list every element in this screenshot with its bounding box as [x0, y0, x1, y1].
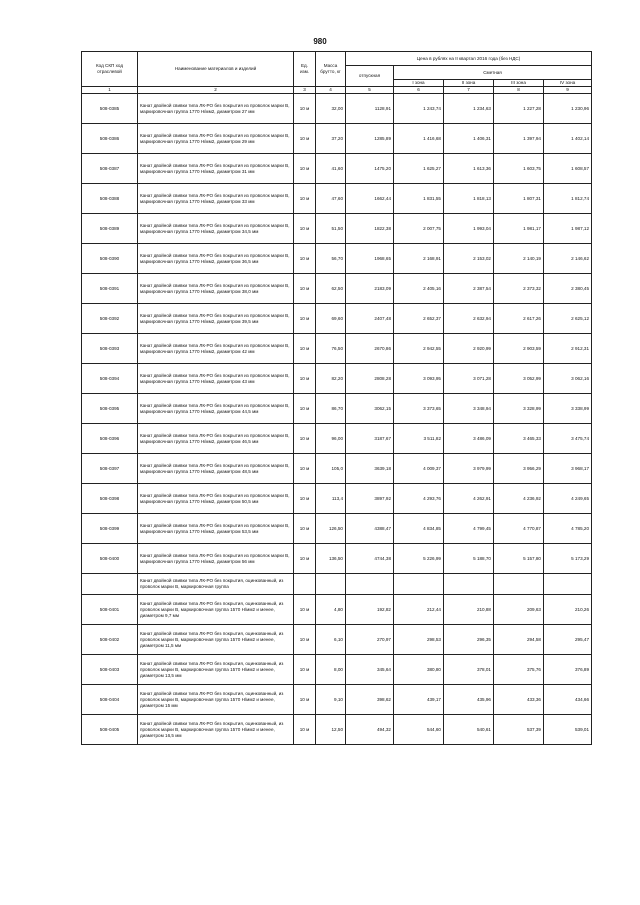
cell-unit: 10 м [294, 595, 316, 625]
table-row [82, 334, 592, 364]
cell-zone-4-price: 376,89 [544, 655, 592, 685]
cell-zone-3-price: 375,76 [494, 655, 544, 685]
cell-zone-2-price: 296,35 [444, 625, 494, 655]
cell-zone-4-price: 3 338,99 [544, 394, 592, 424]
cell-unit: 10 м [294, 274, 316, 304]
cell-zone-3-price: 2 373,32 [494, 274, 544, 304]
cell-zone-4-price: 4 249,65 [544, 484, 592, 514]
cell-code: 508-0395 [82, 394, 138, 424]
cell-mass: 86,70 [316, 394, 346, 424]
header-zone-3: III зона [494, 80, 544, 87]
cell-release-price: 3187,67 [346, 424, 394, 454]
table-row [82, 715, 592, 745]
cell-mass: 62,50 [316, 274, 346, 304]
header-price-group: Цена в рублях на II квартал 2016 года (без НДС) [346, 52, 592, 66]
cell-zone-4-price: 539,01 [544, 715, 592, 745]
cell-mass: 56,70 [316, 244, 346, 274]
cell-zone-2-price: 1 993,04 [444, 214, 494, 244]
cell-release-price: 494,32 [346, 715, 394, 745]
col-number: 6 [394, 87, 444, 94]
cell-zone-4-price: 1 608,57 [544, 154, 592, 184]
cell-release-price: 1475,20 [346, 154, 394, 184]
table-row [82, 625, 592, 655]
cell-zone-4-price: 2 625,12 [544, 304, 592, 334]
cell-release-price [346, 574, 394, 595]
cell-name: Канат двойной свивки типа ЛК-РО без покрытия из проволок марки В, маркировочная группа 1770 Н/мм2, диаметром 31 мм [138, 154, 294, 184]
cell-zone-2-price: 1 818,13 [444, 184, 494, 214]
cell-zone-2-price: 378,01 [444, 655, 494, 685]
price-table [81, 51, 592, 745]
cell-release-price: 2407,48 [346, 304, 394, 334]
cell-zone-4-price: 2 380,45 [544, 274, 592, 304]
cell-zone-4-price: 3 475,74 [544, 424, 592, 454]
cell-name: Канат двойной свивки типа ЛК-РО без покрытия из проволок марки В, маркировочная группа 1770 Н/мм2, диаметром 38,0 мм [138, 274, 294, 304]
cell-name: Канат двойной свивки типа ЛК-РО без покрытия из проволок марки В, маркировочная группа 1770 Н/мм2, диаметром 44,5 мм [138, 394, 294, 424]
col-number: 8 [494, 87, 544, 94]
cell-zone-2-price: 3 979,99 [444, 454, 494, 484]
cell-zone-1-price: 544,60 [394, 715, 444, 745]
cell-zone-4-price: 2 146,62 [544, 244, 592, 274]
cell-zone-1-price: 2 007,75 [394, 214, 444, 244]
cell-code: 508-0385 [82, 94, 138, 124]
table-row [82, 244, 592, 274]
cell-release-price: 3639,18 [346, 454, 394, 484]
table-body [82, 94, 592, 745]
table-row [82, 394, 592, 424]
cell-zone-3-price: 3 328,99 [494, 394, 544, 424]
cell-unit: 10 м [294, 154, 316, 184]
col-number: 3 [294, 87, 316, 94]
cell-unit: 10 м [294, 544, 316, 574]
cell-name: Канат двойной свивки типа ЛК-РО без покрытия из проволок марки В, маркировочная группа 1770 Н/мм2, диаметром 46,5 мм [138, 424, 294, 454]
cell-release-price: 3897,92 [346, 484, 394, 514]
col-number: 4 [316, 87, 346, 94]
cell-zone-1-price: 3 373,65 [394, 394, 444, 424]
cell-zone-1-price: 4 834,85 [394, 514, 444, 544]
cell-zone-2-price: 2 920,99 [444, 334, 494, 364]
cell-zone-1-price [394, 574, 444, 595]
table-row [82, 424, 592, 454]
cell-zone-1-price: 298,53 [394, 625, 444, 655]
cell-release-price: 2808,28 [346, 364, 394, 394]
table-row [82, 184, 592, 214]
cell-unit: 10 м [294, 334, 316, 364]
cell-zone-1-price: 2 405,16 [394, 274, 444, 304]
cell-mass: 32,00 [316, 94, 346, 124]
cell-zone-1-price: 439,17 [394, 685, 444, 715]
cell-zone-3-price: 2 140,19 [494, 244, 544, 274]
cell-zone-1-price: 380,80 [394, 655, 444, 685]
cell-zone-3-price: 5 157,80 [494, 544, 544, 574]
cell-mass: 105,0 [316, 454, 346, 484]
cell-release-price: 1285,89 [346, 124, 394, 154]
table-row [82, 484, 592, 514]
cell-unit: 10 м [294, 625, 316, 655]
cell-name: Канат двойной свивки типа ЛК-РО без покрытия из проволок марки В, маркировочная группа 1770 Н/мм2, диаметром 43 мм [138, 364, 294, 394]
cell-name: Канат двойной свивки типа ЛК-РО без покрытия, оцинкованный, из проволок марки В, маркировочная группа [138, 574, 294, 595]
table-row [82, 544, 592, 574]
cell-unit: 10 м [294, 424, 316, 454]
cell-unit: 10 м [294, 715, 316, 745]
header-name: Наименование материалов и изделий [138, 52, 294, 87]
cell-zone-2-price: 1 234,63 [444, 94, 494, 124]
cell-zone-1-price: 1 625,27 [394, 154, 444, 184]
cell-mass: 47,60 [316, 184, 346, 214]
cell-code: 508-0393 [82, 334, 138, 364]
cell-code: 508-0387 [82, 154, 138, 184]
cell-zone-4-price: 1 230,96 [544, 94, 592, 124]
cell-zone-2-price: 1 406,31 [444, 124, 494, 154]
cell-code: 508-0399 [82, 514, 138, 544]
cell-name: Канат двойной свивки типа ЛК-РО без покрытия из проволок марки В, маркировочная группа 1770 Н/мм2, диаметром 50,5 мм [138, 484, 294, 514]
cell-unit: 10 м [294, 214, 316, 244]
cell-zone-1-price: 3 511,82 [394, 424, 444, 454]
cell-zone-2-price: 1 613,36 [444, 154, 494, 184]
cell-name: Канат двойной свивки типа ЛК-РО без покрытия из проволок марки В, маркировочная группа 1770 Н/мм2, диаметром 34,5 мм [138, 214, 294, 244]
cell-code: 508-0401 [82, 595, 138, 625]
cell-name: Канат двойной свивки типа ЛК-РО без покрытия, оцинкованный, из проволок марки В, маркировочная группа 1570 Н/мм2 и менее, диаметром 13,5 мм [138, 655, 294, 685]
cell-unit: 10 м [294, 364, 316, 394]
cell-zone-4-price: 5 173,29 [544, 544, 592, 574]
cell-code: 508-0392 [82, 304, 138, 334]
cell-unit: 10 м [294, 454, 316, 484]
cell-zone-3-price: 3 956,29 [494, 454, 544, 484]
table-row [82, 595, 592, 625]
table-row [82, 364, 592, 394]
cell-name: Канат двойной свивки типа ЛК-РО без покрытия из проволок марки В, маркировочная группа 1770 Н/мм2, диаметром 36,5 мм [138, 244, 294, 274]
cell-name: Канат двойной свивки типа ЛК-РО без покрытия из проволок марки В, маркировочная группа 1770 Н/мм2, диаметром 29 мм [138, 124, 294, 154]
cell-zone-3-price: 3 465,33 [494, 424, 544, 454]
cell-unit: 10 м [294, 514, 316, 544]
cell-mass: 41,60 [316, 154, 346, 184]
cell-release-price: 1128,91 [346, 94, 394, 124]
cell-release-price: 1662,44 [346, 184, 394, 214]
cell-mass: 4,80 [316, 595, 346, 625]
cell-unit: 10 м [294, 124, 316, 154]
cell-mass: 6,10 [316, 625, 346, 655]
cell-mass: 8,00 [316, 655, 346, 685]
cell-zone-3-price: 2 617,26 [494, 304, 544, 334]
cell-name: Канат двойной свивки типа ЛК-РО без покрытия, оцинкованный, из проволок марки В, маркировочная группа 1570 Н/мм2 и менее, диаметром 11,5 мм [138, 625, 294, 655]
header-code: Код СКП ход отраслевой [82, 52, 138, 87]
header-unit: Ед. изм. [294, 52, 316, 87]
cell-zone-4-price: 210,26 [544, 595, 592, 625]
cell-release-price: 2183,09 [346, 274, 394, 304]
cell-zone-2-price: 210,88 [444, 595, 494, 625]
cell-zone-1-price: 2 652,37 [394, 304, 444, 334]
cell-zone-3-price: 1 807,31 [494, 184, 544, 214]
cell-mass: 69,60 [316, 304, 346, 334]
cell-code: 508-0389 [82, 214, 138, 244]
cell-zone-1-price: 212,44 [394, 595, 444, 625]
cell-code: 508-0397 [82, 454, 138, 484]
cell-zone-4-price: 1 987,12 [544, 214, 592, 244]
cell-unit: 10 м [294, 94, 316, 124]
cell-zone-3-price: 1 981,17 [494, 214, 544, 244]
cell-code: 508-0388 [82, 184, 138, 214]
cell-name: Канат двойной свивки типа ЛК-РО без покрытия, оцинкованный, из проволок марки В, маркировочная группа 1570 Н/мм2 и менее, диаметром 16,5 мм [138, 715, 294, 745]
table-row [82, 154, 592, 184]
cell-zone-4-price: 3 062,16 [544, 364, 592, 394]
cell-zone-4-price: 4 785,20 [544, 514, 592, 544]
cell-release-price: 398,62 [346, 685, 394, 715]
cell-name: Канат двойной свивки типа ЛК-РО без покрытия из проволок марки В, маркировочная группа 1770 Н/мм2, диаметром 53,5 мм [138, 514, 294, 544]
cell-zone-1-price: 5 226,99 [394, 544, 444, 574]
col-number: 2 [138, 87, 294, 94]
cell-release-price: 270,97 [346, 625, 394, 655]
cell-code: 508-0394 [82, 364, 138, 394]
cell-code: 508-0405 [82, 715, 138, 745]
table-row [82, 655, 592, 685]
cell-name: Канат двойной свивки типа ЛК-РО без покрытия, оцинкованный, из проволок марки В, маркировочная группа 1570 Н/мм2 и менее, диаметром 15 мм [138, 685, 294, 715]
cell-zone-2-price: 4 262,91 [444, 484, 494, 514]
table-row [82, 304, 592, 334]
cell-zone-1-price: 1 416,68 [394, 124, 444, 154]
table-row [82, 514, 592, 544]
page-number: 980 [313, 37, 327, 46]
cell-zone-4-price: 434,66 [544, 685, 592, 715]
cell-zone-3-price: 1 227,28 [494, 94, 544, 124]
cell-zone-4-price [544, 574, 592, 595]
cell-code: 508-0398 [82, 484, 138, 514]
table-row [82, 214, 592, 244]
col-number: 9 [544, 87, 592, 94]
cell-code: 508-0402 [82, 625, 138, 655]
cell-unit: 10 м [294, 655, 316, 685]
table-row [82, 274, 592, 304]
header-estimate: Сметная [394, 66, 592, 80]
table-row [82, 124, 592, 154]
header-zone-4: IV зона [544, 80, 592, 87]
cell-zone-2-price: 3 348,94 [444, 394, 494, 424]
cell-zone-2-price: 3 486,09 [444, 424, 494, 454]
header-mass: Масса брутто, кг [316, 52, 346, 87]
cell-zone-1-price: 3 093,95 [394, 364, 444, 394]
cell-release-price: 4388,47 [346, 514, 394, 544]
cell-release-price: 192,82 [346, 595, 394, 625]
cell-unit: 10 м [294, 685, 316, 715]
cell-zone-3-price: 209,63 [494, 595, 544, 625]
cell-unit: 10 м [294, 184, 316, 214]
cell-name: Канат двойной свивки типа ЛК-РО без покрытия из проволок марки В, маркировочная группа 1770 Н/мм2, диаметром 56 мм [138, 544, 294, 574]
cell-code: 508-0386 [82, 124, 138, 154]
header-zone-1: I зона [394, 80, 444, 87]
cell-mass: 9,10 [316, 685, 346, 715]
cell-unit: 10 м [294, 304, 316, 334]
cell-zone-3-price: 4 236,92 [494, 484, 544, 514]
cell-mass: 126,50 [316, 514, 346, 544]
cell-release-price: 1822,38 [346, 214, 394, 244]
cell-zone-2-price [444, 574, 494, 595]
cell-mass: 82,20 [316, 364, 346, 394]
cell-mass: 113,4 [316, 484, 346, 514]
cell-zone-1-price: 2 942,55 [394, 334, 444, 364]
cell-mass: 76,50 [316, 334, 346, 364]
cell-code: 508-0396 [82, 424, 138, 454]
cell-zone-1-price: 4 293,76 [394, 484, 444, 514]
cell-zone-1-price: 1 831,55 [394, 184, 444, 214]
col-number: 7 [444, 87, 494, 94]
cell-zone-4-price: 2 912,31 [544, 334, 592, 364]
cell-mass: 37,20 [316, 124, 346, 154]
cell-release-price: 1968,65 [346, 244, 394, 274]
cell-mass: 136,50 [316, 544, 346, 574]
cell-zone-4-price: 1 402,14 [544, 124, 592, 154]
cell-zone-3-price: 3 052,99 [494, 364, 544, 394]
cell-zone-3-price: 433,36 [494, 685, 544, 715]
cell-zone-2-price: 4 799,45 [444, 514, 494, 544]
cell-unit: 10 м [294, 484, 316, 514]
cell-zone-4-price: 1 812,74 [544, 184, 592, 214]
cell-mass [316, 574, 346, 595]
header-zone-2: II зона [444, 80, 494, 87]
cell-zone-3-price: 1 397,94 [494, 124, 544, 154]
table-row [82, 94, 592, 124]
cell-name: Канат двойной свивки типа ЛК-РО без покрытия из проволок марки В, маркировочная группа 1770 Н/мм2, диаметром 42 мм [138, 334, 294, 364]
cell-release-price: 345,64 [346, 655, 394, 685]
cell-zone-1-price: 1 243,74 [394, 94, 444, 124]
cell-release-price: 2670,86 [346, 334, 394, 364]
cell-zone-4-price: 295,47 [544, 625, 592, 655]
cell-code: 508-0391 [82, 274, 138, 304]
table-row [82, 454, 592, 484]
cell-name: Канат двойной свивки типа ЛК-РО без покрытия из проволок марки В, маркировочная группа 1770 Н/мм2, диаметром 39,5 мм [138, 304, 294, 334]
cell-code [82, 574, 138, 595]
cell-zone-2-price: 2 387,54 [444, 274, 494, 304]
cell-zone-4-price: 3 968,17 [544, 454, 592, 484]
table-row [82, 685, 592, 715]
cell-name: Канат двойной свивки типа ЛК-РО без покрытия из проволок марки В, маркировочная группа 1770 Н/мм2, диаметром 33 мм [138, 184, 294, 214]
cell-zone-1-price: 2 168,91 [394, 244, 444, 274]
col-number: 1 [82, 87, 138, 94]
column-number-row [82, 87, 592, 94]
cell-mass: 51,50 [316, 214, 346, 244]
cell-zone-2-price: 435,96 [444, 685, 494, 715]
cell-zone-2-price: 5 188,70 [444, 544, 494, 574]
cell-unit: 10 м [294, 394, 316, 424]
cell-name: Канат двойной свивки типа ЛК-РО без покрытия, оцинкованный, из проволок марки В, маркировочная группа 1570 Н/мм2 и менее, диаметром 9,7 мм [138, 595, 294, 625]
cell-mass: 96,00 [316, 424, 346, 454]
cell-name: Канат двойной свивки типа ЛК-РО без покрытия из проволок марки В, маркировочная группа 1770 Н/мм2, диаметром 27 мм [138, 94, 294, 124]
cell-zone-3-price [494, 574, 544, 595]
table-row [82, 574, 592, 595]
cell-zone-2-price: 540,61 [444, 715, 494, 745]
header-release: отпускная [346, 66, 394, 87]
cell-unit: 10 м [294, 244, 316, 274]
cell-zone-2-price: 2 632,94 [444, 304, 494, 334]
cell-code: 508-0400 [82, 544, 138, 574]
cell-unit [294, 574, 316, 595]
cell-code: 508-0404 [82, 685, 138, 715]
cell-zone-3-price: 1 603,75 [494, 154, 544, 184]
cell-release-price: 3062,15 [346, 394, 394, 424]
cell-name: Канат двойной свивки типа ЛК-РО без покрытия из проволок марки В, маркировочная группа 1770 Н/мм2, диаметром 48,5 мм [138, 454, 294, 484]
cell-code: 508-0390 [82, 244, 138, 274]
cell-mass: 12,50 [316, 715, 346, 745]
cell-code: 508-0403 [82, 655, 138, 685]
cell-zone-3-price: 294,58 [494, 625, 544, 655]
cell-zone-3-price: 537,39 [494, 715, 544, 745]
cell-zone-2-price: 2 153,02 [444, 244, 494, 274]
cell-zone-3-price: 2 903,59 [494, 334, 544, 364]
cell-zone-3-price: 4 770,87 [494, 514, 544, 544]
cell-release-price: 4744,38 [346, 544, 394, 574]
cell-zone-1-price: 4 009,37 [394, 454, 444, 484]
col-number: 5 [346, 87, 394, 94]
cell-zone-2-price: 3 071,28 [444, 364, 494, 394]
